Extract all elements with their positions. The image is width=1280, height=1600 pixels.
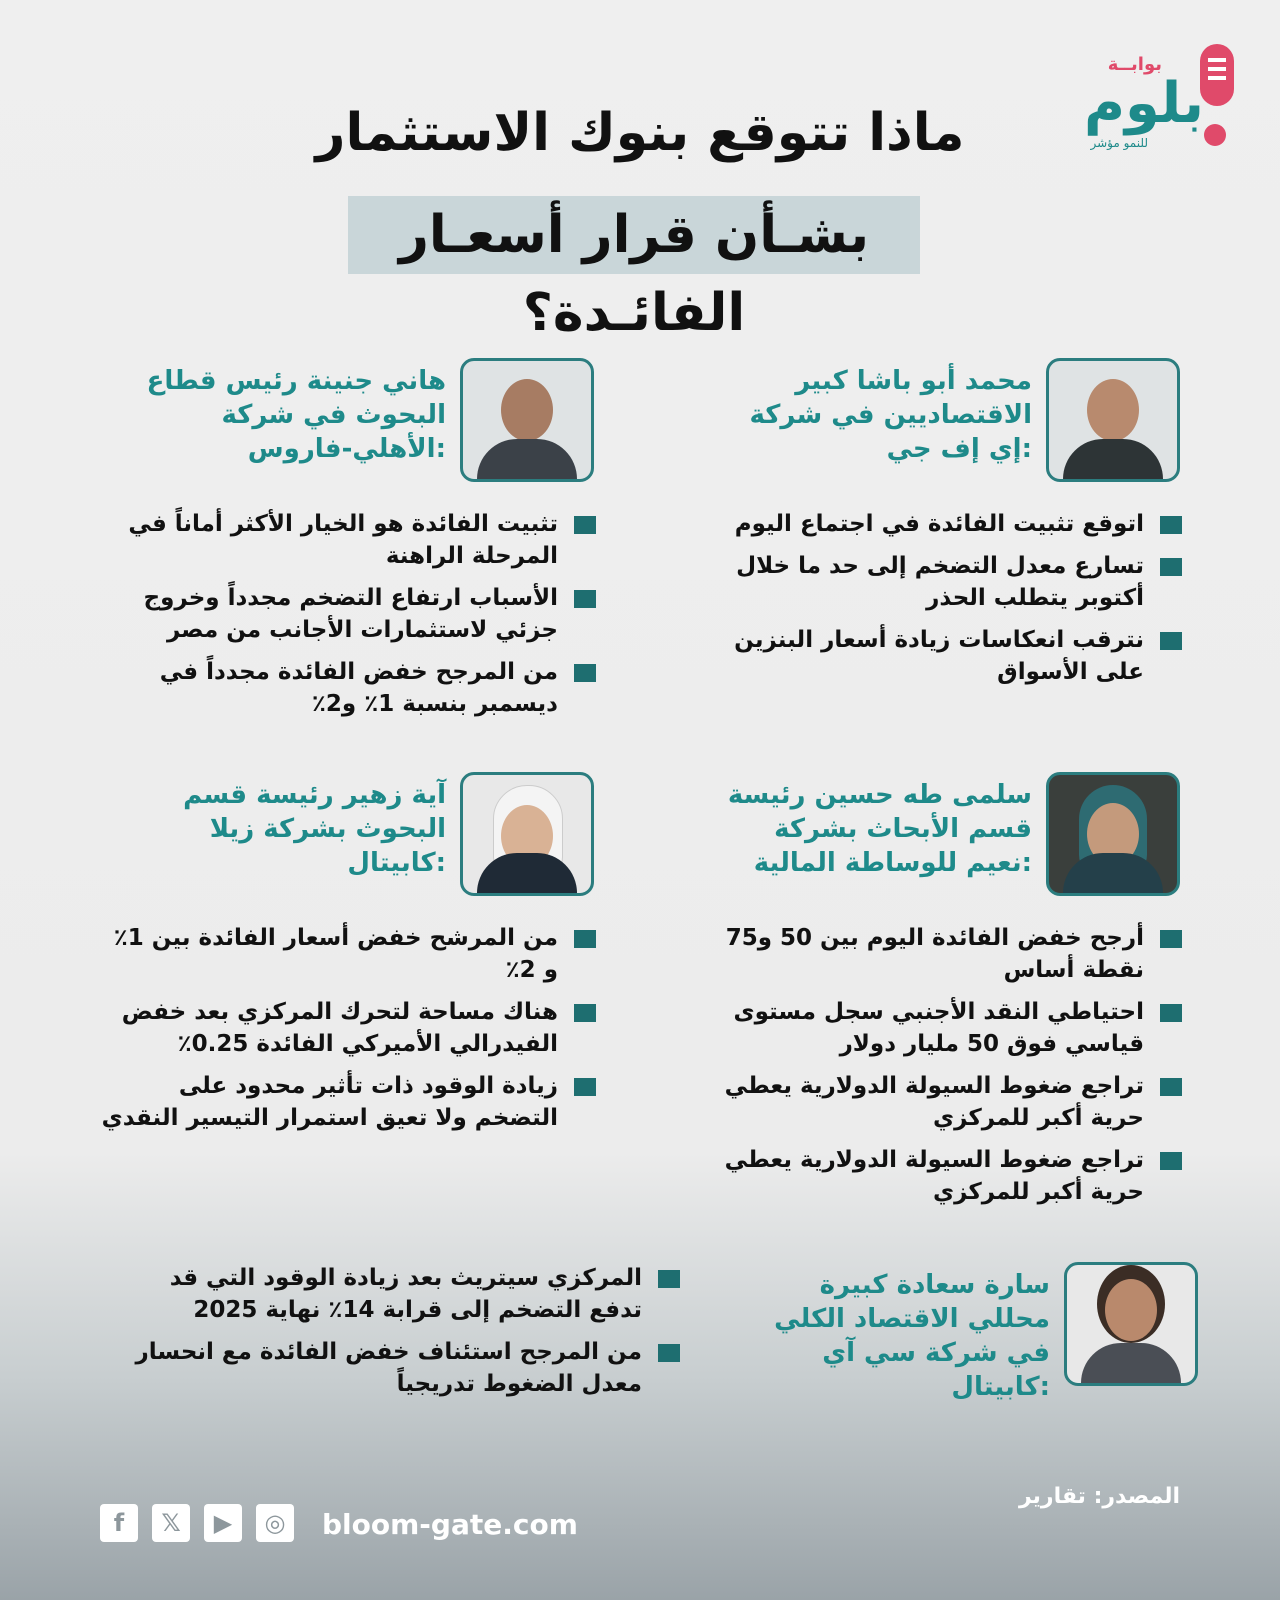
person-3-name: سلمى طه حسين رئيسة قسم الأبحاث بشركة نعيم للوساطة المالية:	[727, 780, 1032, 878]
person-4-name: آية زهير رئيسة قسم البحوث بشركة زيلا كابيتال:	[183, 780, 446, 878]
person-1-points	[720, 508, 1182, 698]
logo-top-text: بوابــة	[1107, 54, 1162, 75]
logo-sub-text: للنمو مؤشر	[1090, 136, 1148, 150]
social-links	[100, 1504, 294, 1542]
list-item: زيادة الوقود ذات تأثير محدود على التضخم ولا تعيق استمرار التيسير النقدي	[100, 1070, 596, 1134]
list-item: احتياطي النقد الأجنبي سجل مستوى قياسي فوق 50 مليار دولار	[720, 996, 1182, 1060]
website-link[interactable]: bloom-gate.com	[322, 1508, 578, 1541]
avatar-person-2	[460, 358, 594, 482]
person-4-points	[100, 922, 596, 1144]
brand-logo	[1044, 40, 1244, 150]
avatar-person-5	[1064, 1262, 1198, 1386]
x-icon[interactable]: 𝕏	[152, 1504, 190, 1542]
avatar-person-4	[460, 772, 594, 896]
list-item: من المرشح خفض أسعار الفائدة بين 1٪ و 2٪	[100, 922, 596, 986]
person-2-points	[120, 508, 596, 730]
person-5-name: سارة سعادة كبيرة محللي الاقتصاد الكلي في شركة سي آي كابيتال:	[774, 1270, 1050, 1402]
avatar-person-3	[1046, 772, 1180, 896]
page-title-line1: ماذا تتوقع بنوك الاستثمار	[315, 103, 965, 163]
logo-dot	[1204, 124, 1226, 146]
person-2-name: هاني جنينة رئيس قطاع البحوث في شركة الأهلي-فاروس:	[146, 366, 446, 464]
list-item: الأسباب ارتفاع التضخم مجدداً وخروج جزئي لاستثمارات الأجانب من مصر	[120, 582, 596, 646]
person-3-points	[720, 922, 1182, 1218]
instagram-icon[interactable]: ◎	[256, 1504, 294, 1542]
list-item: تراجع ضغوط السيولة الدولارية يعطي حرية أكبر للمركزي	[720, 1144, 1182, 1208]
list-item: تثبيت الفائدة هو الخيار الأكثر أماناً في المرحلة الراهنة	[120, 508, 596, 572]
person-5-points	[120, 1262, 680, 1410]
logo-main-text: بلوم	[1083, 71, 1204, 136]
list-item: هناك مساحة لتحرك المركزي بعد خفض الفيدرالي الأميركي الفائدة 0.25٪	[100, 996, 596, 1060]
list-item: تسارع معدل التضخم إلى حد ما خلال أكتوبر يتطلب الحذر	[720, 550, 1182, 614]
list-item: تراجع ضغوط السيولة الدولارية يعطي حرية أكبر للمركزي	[720, 1070, 1182, 1134]
list-item: من المرجح استئناف خفض الفائدة مع انحسار معدل الضغوط تدريجياً	[120, 1336, 680, 1400]
list-item: المركزي سيتريث بعد زيادة الوقود التي قد تدفع التضخم إلى قرابة 14٪ نهاية 2025	[120, 1262, 680, 1326]
person-1-name: محمد أبو باشا كبير الاقتصاديين في شركة إي إف جي:	[749, 366, 1032, 464]
source-label: المصدر: تقارير	[1018, 1484, 1180, 1509]
list-item: نترقب انعكاسات زيادة أسعار البنزين على الأسواق	[720, 624, 1182, 688]
facebook-icon[interactable]: f	[100, 1504, 138, 1542]
list-item: من المرجح خفض الفائدة مجدداً في ديسمبر بنسبة 1٪ و2٪	[120, 656, 596, 720]
page-title-line2: بشـأن قرار أسعـار الفائـدة؟	[348, 196, 920, 274]
avatar-person-1	[1046, 358, 1180, 482]
list-item: اتوقع تثبيت الفائدة في اجتماع اليوم	[720, 508, 1182, 540]
microphone-icon	[1200, 44, 1234, 106]
youtube-icon[interactable]: ▶	[204, 1504, 242, 1542]
list-item: أرجح خفض الفائدة اليوم بين 50 و75 نقطة أساس	[720, 922, 1182, 986]
